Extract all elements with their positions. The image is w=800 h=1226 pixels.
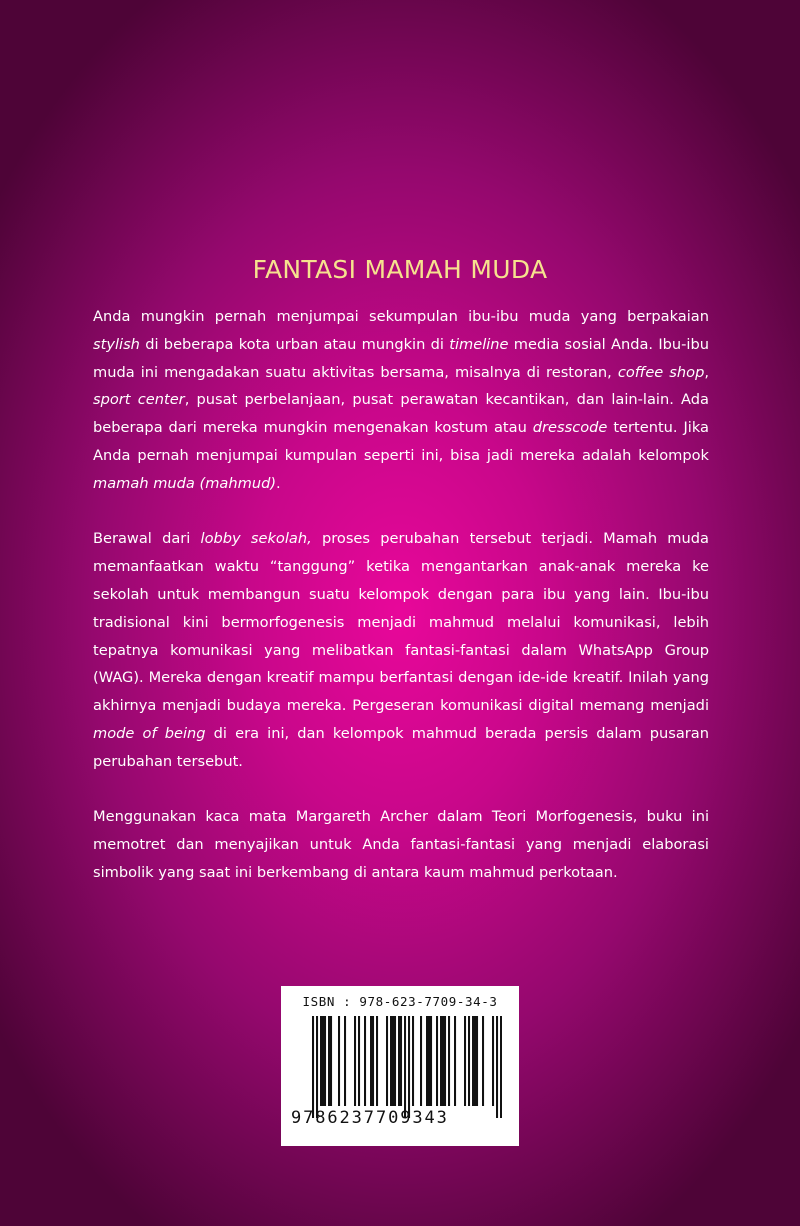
barcode-bar [404,1016,406,1118]
barcode-bar [500,1016,502,1118]
barcode-bar [344,1016,346,1106]
barcode-bar [444,1016,446,1106]
barcode-bar [390,1016,392,1106]
barcode-bar [322,1016,324,1106]
synopsis-paragraph [93,525,709,775]
barcode-bar [392,1016,394,1106]
barcode-bar [398,1016,400,1106]
text-run: , pusat perbelanjaan, pusat perawatan kecantikan, dan lain-lain. Ada beberapa dari mereka mungkin mengenakan kostum atau [93,391,709,437]
synopsis-paragraph [93,303,709,498]
text-run: Anda mungkin pernah menjumpai sekumpulan ibu-ibu muda yang berpakaian [93,308,709,325]
italic-term: mamah muda (mahmud) [93,474,277,492]
italic-term: mode of being [93,724,206,742]
barcode-bar [328,1016,330,1106]
barcode-bar [440,1016,442,1106]
text-run: Berawal dari [93,530,201,548]
barcode-bar [474,1016,476,1106]
text-run: di beberapa kota urban atau mungkin di [139,335,450,353]
barcode-bar [436,1016,438,1106]
book-title: FANTASI MAMAH MUDA [252,255,548,284]
barcode-bar [420,1016,422,1106]
barcode-bar [454,1016,456,1106]
text-run: di era ini, dan kelompok mahmud berada persis dalam pusaran perubahan tersebut. [93,724,709,770]
text-run: media sosial Anda. Ibu-ibu muda ini mengadakan suatu aktivitas bersama, misalnya di restoran, [93,335,709,381]
barcode-bar [330,1016,332,1106]
barcode-bar [372,1016,374,1106]
barcode-bar [496,1016,498,1118]
barcode-bar [312,1016,314,1118]
barcode-bar [324,1016,326,1106]
barcode-bar [426,1016,428,1106]
italic-term: timeline [449,335,509,353]
barcode-bar [464,1016,466,1106]
barcode-bar [472,1016,474,1106]
barcode-bar [468,1016,470,1106]
text-run: proses perubahan tersebut terjadi. Mamah muda memanfaatkan waktu “tanggung” ketika mengantarkan anak-anak mereka ke sekolah untuk membangun suatu kelompok dengan para ibu yang lain. Ibu-ibu tradisional kini bermorfogenesis menjadi mahmud melalui komunikasi, lebih tepatnya komunikasi yang melibatkan fantasi-fantasi dalam WhatsApp Group (WAG). Mereka dengan kreatif mampu berfantasi dengan ide-ide kreatif. Inilah yang akhirnya menjadi budaya mereka. Pergeseran komunikasi digital memang menjadi [93,530,709,715]
barcode-bar [408,1016,410,1118]
text-run: tertentu. Jika Anda pernah menjumpai kumpulan seperti ini, bisa jadi mereka adalah kelompok [93,419,709,464]
barcode-bar [370,1016,372,1106]
italic-term: sport center [93,391,185,409]
isbn-label: ISBN : 978-623-7709-34-3 [302,994,498,1009]
italic-term: lobby sekolah, [200,530,312,548]
text-run: Menggunakan kaca mata Margareth Archer dalam Teori Morfogenesis, buku ini memotret dan menyajikan untuk Anda fantasi-fantasi yang menjadi elaborasi simbolik yang saat ini berkembang di antara kaum mahmud perkotaan. [93,808,709,881]
barcode-bar [320,1016,322,1106]
synopsis-paragraph [93,803,709,886]
barcode-bar [492,1016,494,1106]
barcode-bar [354,1016,356,1106]
barcode-bar [386,1016,388,1106]
barcode-bar [376,1016,378,1106]
barcode-bar [428,1016,430,1106]
synopsis [93,303,709,915]
barcode-bar [364,1016,366,1106]
barcode-bar [448,1016,450,1106]
italic-term: stylish [93,335,140,353]
barcode-bars [312,1016,502,1118]
barcode-bar [412,1016,414,1106]
barcode-bar [442,1016,444,1106]
italic-term: coffee shop [617,363,705,381]
text-run: , [704,363,709,381]
barcode-bar [338,1016,340,1106]
barcode-digits: 9786237709343 [291,1108,449,1128]
barcode-bar [358,1016,360,1106]
barcode-bar [430,1016,432,1106]
barcode-bar [476,1016,478,1106]
barcode-bar [316,1016,318,1118]
isbn-barcode [281,986,519,1146]
italic-term: dresscode [532,419,608,437]
barcode-bar [482,1016,484,1106]
barcode-bar [400,1016,402,1106]
barcode-bar [394,1016,396,1106]
text-run: . [276,474,281,492]
